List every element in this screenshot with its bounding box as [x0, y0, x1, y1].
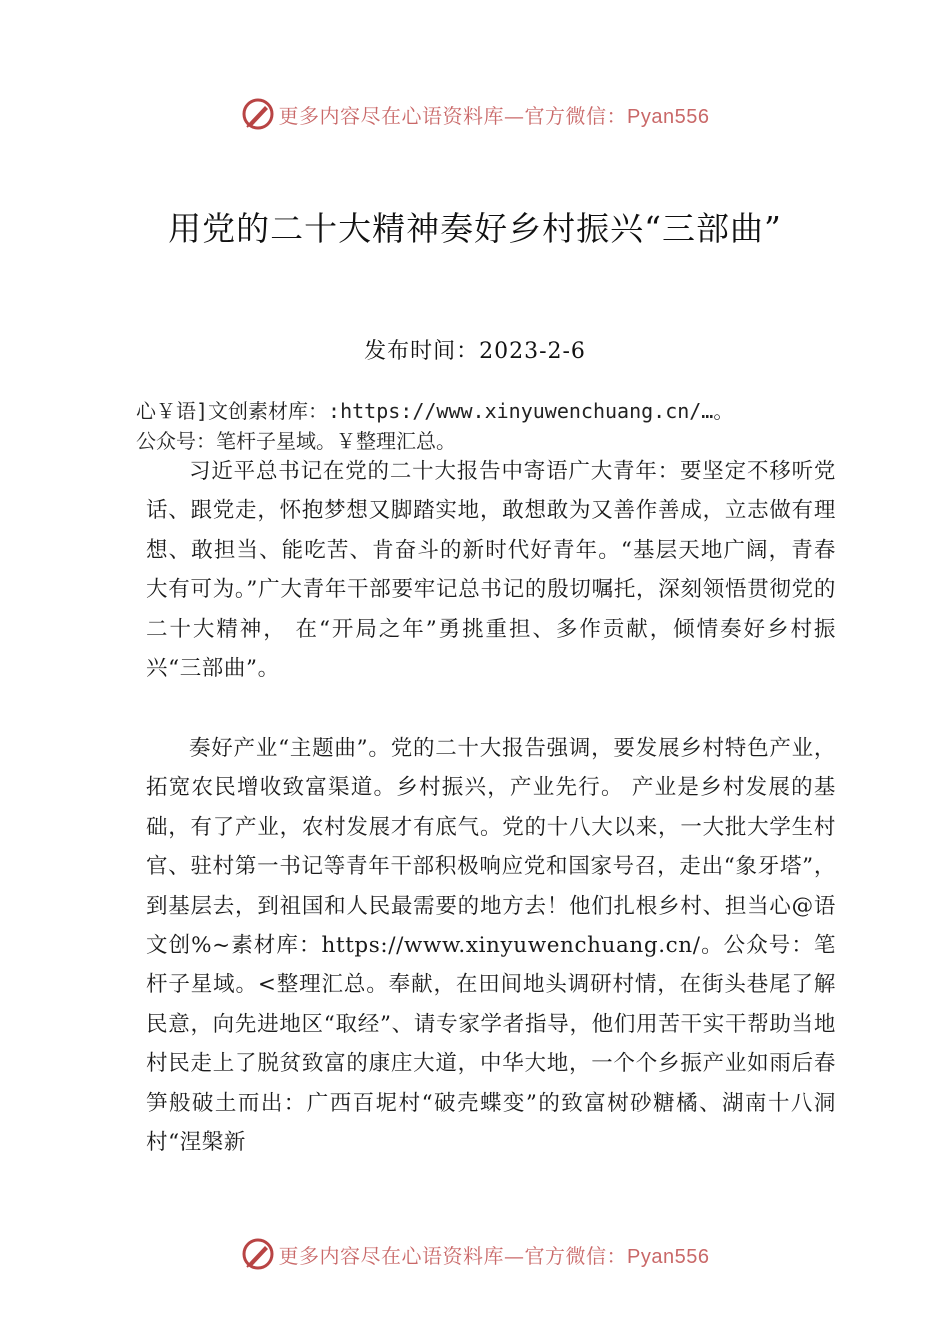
publish-label: 发布时间：	[364, 339, 480, 364]
publish-date: 2023-2-6	[479, 339, 586, 364]
paragraph-2: 奏好产业“主题曲”。党的二十大报告强调，要发展乡村特色产业，拓宽农民增收致富渠道。乡村振兴，产业先行。 产业是乡村发展的基础，有了产业，农村发展才有底气。党的十八大以来，一大批大学生村官、驻村第一书记等青年干部积极响应党和国家号召，走出“象牙塔”，到基层去，到祖国和人民最需要的地方去！他们扎根乡村、担当心@语文创%~素材库：https://www.xinyuwenchuang.cn/。公众号：笔杆子星域。<整理汇总。奉献，在田间地头调研村情，在街头巷尾了解民意，向先进地区“取经”、请专家学者指导，他们用苦干实干帮助当地村民走上了脱贫致富的康庄大道，中华大地，一个个乡振产业如雨后春笋般破土而出：广西百坭村“破壳蝶变”的致富树砂糖橘、湖南十八洞村“涅槃新	[146, 736, 836, 1156]
footer-banner-text: 更多内容尽在心语资料库—官方微信：Pyan556	[278, 1243, 710, 1268]
paragraph-1: 习近平总书记在党的二十大报告中寄语广大青年：要坚定不移听党话、跟党走，怀抱梦想又脚踏实地，敢想敢为又善作善成，立志做有理想、敢担当、能吃苦、肯奋斗的新时代好青年。“基层天地广阔，青春大有可为。”广大青年干部要牢记总书记的殷切嘱托，深刻领悟贯彻党的二十大精神， 在“开局之年”勇挑重担、多作贡献，倾情奏好乡村振兴“三部曲”。	[146, 459, 836, 682]
header-banner	[0, 94, 950, 134]
wechat-id: Pyan556	[627, 1245, 710, 1268]
footer-banner	[0, 1234, 950, 1274]
pen-circle-logo-icon	[241, 97, 275, 131]
publish-date-line	[0, 334, 950, 365]
source-note	[136, 396, 836, 456]
article-title: 用党的二十大精神奏好乡村振兴“三部曲”	[168, 209, 782, 248]
wechat-id: Pyan556	[627, 105, 710, 128]
pen-circle-logo-icon	[241, 1237, 275, 1271]
header-banner-text: 更多内容尽在心语资料库—官方微信：Pyan556	[278, 103, 710, 128]
source-line-2: 公众号：笔杆子星域。￥整理汇总。	[136, 429, 456, 453]
source-line-1: 心￥语]文创素材库：:https://www.xinyuwenchuang.cn/…。	[136, 399, 734, 423]
